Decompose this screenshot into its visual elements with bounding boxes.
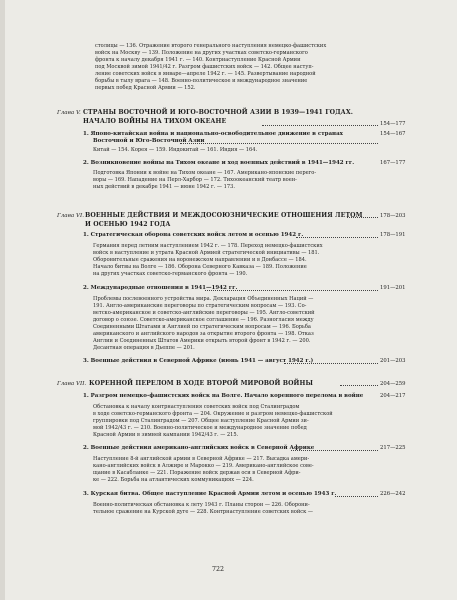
page-range: 204—217 bbox=[380, 393, 406, 399]
toc-text-line: мой 1942/43 г. — 210. Военно-политическое и международное значение побед bbox=[93, 425, 307, 431]
section-title: Восточной и Юго-Восточной Азии bbox=[93, 138, 205, 144]
toc-text-line: Германия перед летним наступлением 1942 г. — 178. Переход немецко-фашистских bbox=[93, 243, 323, 249]
toc-text-line: Подготовка Японии к войне на Тихом океане — 167. Американо-японские перего- bbox=[93, 170, 317, 176]
toc-text-line: войск на Москву — 139. Положение на других участках советско-германского bbox=[95, 50, 308, 56]
toc-text-line: кано-английских войск в Алжире и Марокко — 219. Американо-английское сове- bbox=[93, 463, 314, 469]
page-range: 167—177 bbox=[380, 160, 406, 166]
dot-leader bbox=[291, 450, 378, 451]
toc-text-line: ветско-американское и советско-английские переговоры — 195. Англо-советский bbox=[93, 310, 315, 316]
toc-text-line: ных действий в декабре 1941 — июне 1942 г. — 173. bbox=[93, 184, 235, 190]
section-title: 1. Разгром немецко-фашистских войск на Волге. Начало коренного перелома в войне bbox=[83, 393, 364, 399]
toc-text-line: в ходе советско-германского фронта — 204. Окружение и разгром немецко-фашистской bbox=[93, 411, 333, 417]
toc-text-line: войск в наступление и утрата Красной Армией стратегической инициативы — 181. bbox=[93, 250, 320, 256]
chapter-label: Глава V. bbox=[57, 110, 81, 116]
dot-leader bbox=[205, 290, 378, 291]
toc-text-line: Соединенными Штатами и Англией по стратегическим вопросам — 196. Борьба bbox=[93, 324, 311, 330]
toc-text-line: воры — 169. Нападение на Перл-Харбор — 172. Тихоокеанский театр воен- bbox=[93, 177, 297, 183]
chapter-title: НАЧАЛО ВОЙНЫ НА ТИХОМ ОКЕАНЕ bbox=[83, 118, 227, 125]
toc-text-line: первых побед Красной Армии — 152. bbox=[95, 85, 196, 91]
chapter-title: И ОСЕНЬЮ 1942 ГОДА bbox=[85, 221, 171, 228]
toc-text-line: Военно-политическая обстановка к лету 1943 г. Планы сторон — 226. Оборони- bbox=[93, 502, 310, 508]
toc-text-line: Наступление 8-й английской армии в Северной Африке — 217. Высадка амери- bbox=[93, 456, 310, 462]
dot-leader bbox=[335, 496, 378, 497]
page-range: 178—203 bbox=[380, 213, 406, 219]
section-title: 3. Курская битва. Общее наступление Красной Армии летом и осенью 1943 г. bbox=[83, 491, 337, 497]
toc-text-line: 191. Англо-американские переговоры по стратегическим вопросам — 193. Со- bbox=[93, 303, 307, 309]
toc-text-line: столицы — 136. Отражение второго генерального наступления немецко-фашистских bbox=[95, 43, 327, 49]
section-title: 1. Стратегическая оборона советских войск летом и осенью 1942 г. bbox=[83, 232, 304, 238]
toc-text-line: тельное сражение на Курской дуге — 228. Контрнаступление советских войск — bbox=[93, 509, 313, 515]
toc-text-line: под Москвой зимой 1941/42 г. Разгром фашистских войск — 142. Общее наступ- bbox=[95, 64, 314, 70]
toc-text-line: ке — 222. Борьба на атлантических коммуникациях — 224. bbox=[93, 477, 254, 483]
section-title: 2. Военные действия американо-английских войск в Северной Африке bbox=[83, 445, 315, 451]
toc-text-line: группировки под Сталинградом — 207. Общее наступление Красной Армии зи- bbox=[93, 418, 309, 424]
toc-text-line: на других участках советско-германского фронта — 190. bbox=[93, 271, 248, 277]
page-range: 217—225 bbox=[380, 445, 406, 451]
section-title: 2. Возникновение войны на Тихом океане и ход военных действий в 1941—1942 гг. bbox=[83, 160, 355, 166]
toc-text-line: Начало битвы на Волге — 186. Оборона Северного Кавказа — 189. Положение bbox=[93, 264, 307, 270]
toc-text-line: щание в Касабланке — 221. Поражение войск держав оси в Северной Афри- bbox=[93, 470, 301, 476]
toc-text-line: Китай — 154. Корея — 159. Индокитай — 161. Индия — 164. bbox=[93, 147, 258, 153]
toc-text-line: Оборонительные сражения на воронежском направлении и в Донбассе — 184. bbox=[93, 257, 307, 263]
dot-leader bbox=[180, 143, 378, 144]
dot-leader bbox=[262, 125, 378, 126]
toc-text-line: фронта к началу декабря 1941 г. — 140. Контрнаступление Красной Армии bbox=[95, 57, 301, 63]
page-range: 201—203 bbox=[380, 358, 406, 364]
page-range: 204—259 bbox=[380, 381, 406, 387]
dot-leader bbox=[347, 217, 378, 218]
chapter-title: ВОЕННЫЕ ДЕЙСТВИЯ И МЕЖДОСОЮЗНИЧЕСКИЕ ОТНОШЕНИЯ ЛЕТОМ bbox=[85, 212, 363, 219]
page-range: 191—201 bbox=[380, 285, 406, 291]
toc-text-line: Англии и Соединенных Штатов Америки открыть второй фронт в 1942 г. — 200. bbox=[93, 338, 311, 344]
page-range: 154—177 bbox=[380, 121, 406, 127]
toc-text-line: Обстановка к началу контрнаступления советских войск под Сталинградом bbox=[93, 404, 300, 410]
section-title: 2. Международные отношения в 1941—1942 гг. bbox=[83, 285, 238, 291]
toc-text-line: американского и английского народов за открытие второго фронта — 198. Отказ bbox=[93, 331, 314, 337]
toc-text-line: борьбы в тылу врага — 148. Военно-политическое и международное значение bbox=[95, 78, 308, 84]
toc-text-line: ление советских войск в январе—апреле 1942 г. — 145. Развертывание народной bbox=[95, 71, 316, 77]
page-edge-shadow bbox=[0, 0, 5, 600]
toc-text-line: Десантная операция в Дьеппе — 201. bbox=[93, 345, 195, 351]
chapter-title: СТРАНЫ ВОСТОЧНОЙ И ЮГО-ВОСТОЧНОЙ АЗИИ В 1939—1941 ГОДАХ. bbox=[83, 109, 353, 116]
page-range: 178—191 bbox=[380, 232, 406, 238]
dot-leader bbox=[284, 363, 378, 364]
page-number: 722 bbox=[212, 566, 225, 573]
dot-leader bbox=[340, 385, 378, 386]
chapter-title: КОРЕННОЙ ПЕРЕЛОМ В ХОДЕ ВТОРОЙ МИРОВОЙ ВОЙНЫ bbox=[89, 380, 313, 387]
section-title: 3. Военные действия в Северной Африке (июнь 1941 — август 1942 г.) bbox=[83, 358, 314, 364]
chapter-label: Глава VI. bbox=[57, 213, 84, 219]
chapter-label: Глава VII. bbox=[57, 381, 87, 387]
section-title: 1. Японо-китайская война и национально-освободительное движение в странах bbox=[83, 131, 343, 137]
toc-text-line: Проблемы послевоенного устройства мира. Декларация Объединенных Наций — bbox=[93, 296, 314, 302]
page-range: 226—242 bbox=[380, 491, 406, 497]
page-range: 154—167 bbox=[380, 131, 406, 137]
toc-text-line: договор о союзе. Советско-американское соглашение — 196. Разногласия между bbox=[93, 317, 314, 323]
dot-leader bbox=[296, 237, 378, 238]
toc-text-line: Красной Армии в зимней кампании 1942/43 г. — 215. bbox=[93, 432, 239, 438]
